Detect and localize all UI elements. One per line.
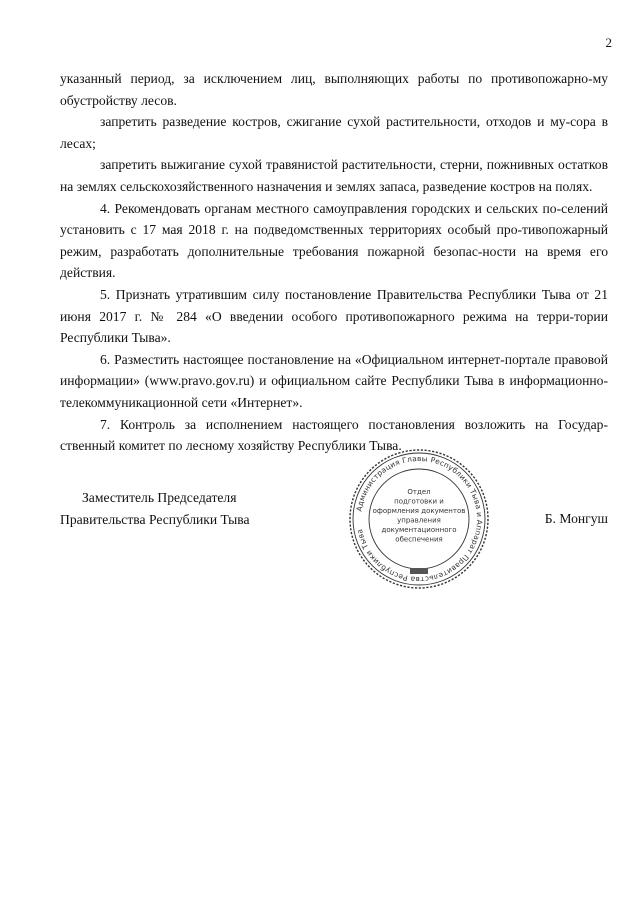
paragraph-4: 4. Рекомендовать органам местного самоуправления городских и сельских по-селений установить с 17 мая 2018 г. на подведомственных территориях особый про-тивопожарный режим, разработать дополнительные требования пожарной безопас-ности на время его действия.: [60, 200, 608, 281]
official-stamp: [348, 448, 490, 590]
paragraph-5: 5. Признать утратившим силу постановление Правительства Республики Тыва от 21 июня 2017 г. № 284 «О введении особого противопожарного режима на терри-тории Республики Тыва».: [60, 286, 608, 346]
stamp-center-line: обеспечения: [395, 535, 443, 544]
stamp-center-line: управления: [397, 516, 441, 525]
page-number: 2: [605, 35, 612, 50]
paragraph-1: указанный период, за исключением лиц, выполняющих работы по противопожарно-му обустройству лесов.: [60, 71, 608, 108]
stamp-ring-text: Администрация Главы Республики Тыва и Аппарат Правительства Республики Тыва: [354, 453, 485, 585]
document-body: [60, 68, 608, 457]
paragraph-6: 6. Разместить настоящее постановление на «Официальном интернет-портале правовой информации» (www.pravo.gov.ru) и официальном сайте Республики Тыва в информационно-телекоммуникационной сети «Интернет».: [60, 351, 608, 410]
stamp-center-line: оформления документов: [372, 507, 466, 515]
signature-title-line-2: Правительства Республики Тыва: [60, 511, 250, 527]
paragraph-7: 7. Контроль за исполнением настоящего постановления возложить на Государ-ственный комитет по лесному хозяйству Республики Тыва.: [60, 416, 608, 454]
signature-title-line-1: Заместитель Председателя: [82, 490, 237, 505]
stamp-seal-graphic: [348, 448, 490, 590]
paragraph-2: запретить разведение костров, сжигание сухой растительности, отходов и му-сора в лесах;: [60, 114, 608, 151]
stamp-center-line: подготовки и: [394, 497, 444, 506]
stamp-number-block: [410, 568, 428, 574]
signer-name: Б. Монгуш: [544, 511, 608, 526]
paragraph-3: запретить выжигание сухой травянистой растительности, стерни, пожнивных остатков на землях сельскохозяйственного назначения и землях запаса, разведение костров на полях.: [60, 157, 608, 194]
stamp-center-line: Отдел: [407, 488, 431, 496]
stamp-center-line: документационного: [381, 526, 457, 534]
signature-title: [60, 487, 250, 530]
